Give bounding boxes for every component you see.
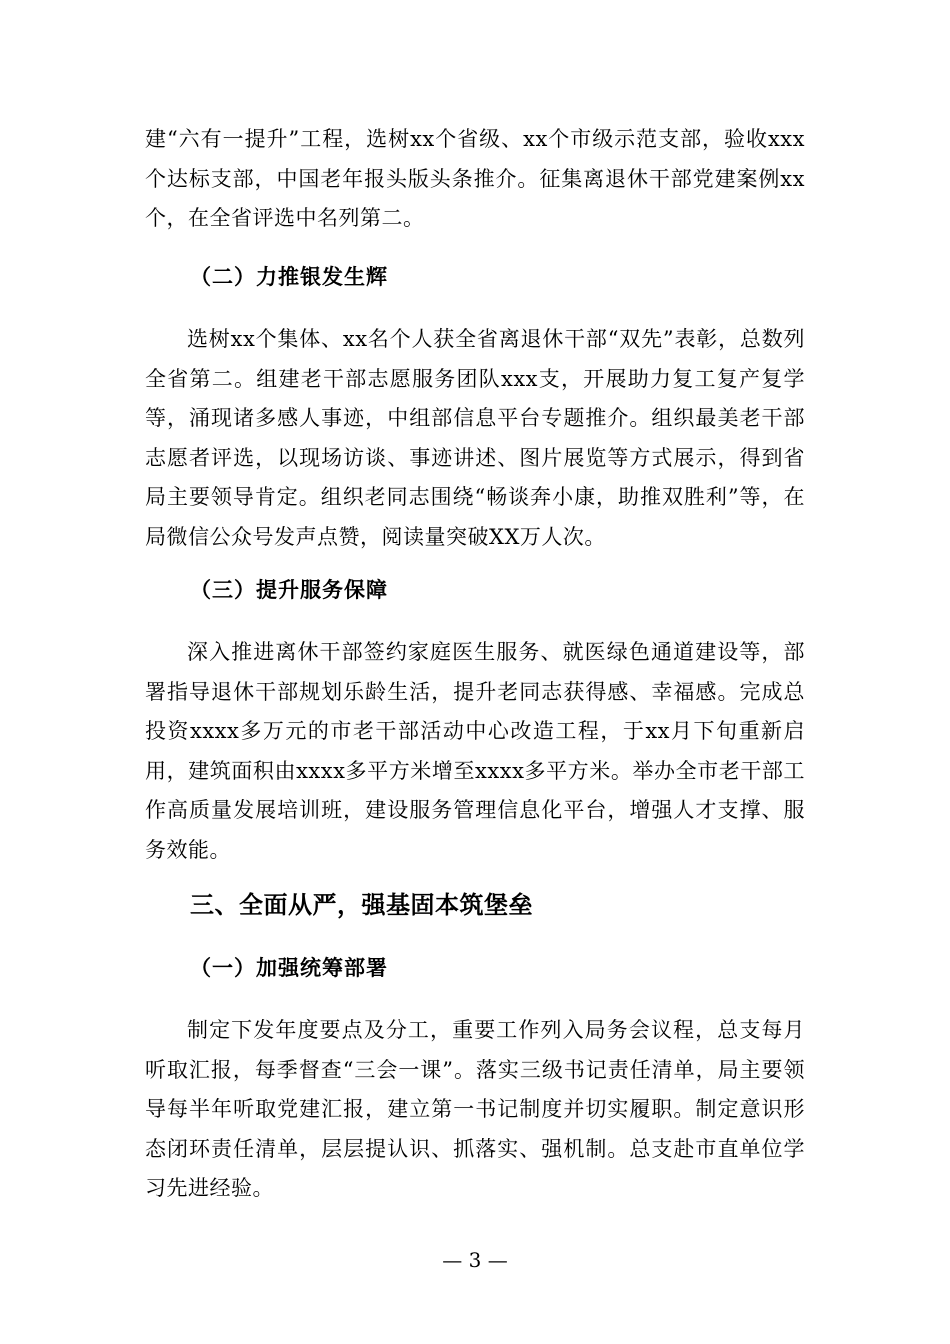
intro-paragraph: 建“六有一提升”工程，选树xx个省级、xx个市级示范支部，验收xxx个达标支部，中国老年报头版头条推介。征集离退休干部党建案例xx个，在全省评选中名列第二。 (145, 127, 805, 230)
section-3-subsection-1-heading: （一）加强统筹部署 (190, 956, 388, 980)
subsection-3-heading: （三）提升服务保障 (190, 578, 388, 602)
subsection-2-paragraph: 选树xx个集体、xx名个人获全省离退休干部“双先”表彰，总数列全省第二。组建老干部志愿服务团队xxx支，开展助力复工复产复学等，涌现诸多感人事迹，中组部信息平台专题推介。组织最美老干部志愿者评选，以现场访谈、事迹讲述、图片展览等方式展示，得到省局主要领导肯定。组织老同志围绕“畅谈奔小康，助推双胜利”等，在局微信公众号发声点赞，阅读量突破XX万人次。 (145, 327, 805, 549)
subsection-2-heading: （二）力推银发生辉 (190, 265, 388, 289)
section-3-subsection-1-paragraph: 制定下发年度要点及分工，重要工作列入局务会议程，总支每月听取汇报，每季督查“三会一课”。落实三级书记责任清单，局主要领导每半年听取党建汇报，建立第一书记制度并切实履职。制定意识形态闭环责任清单，层层提认识、抓落实、强机制。总支赴市直单位学习先进经验。 (145, 1018, 805, 1200)
section-3-heading: 三、全面从严，强基固本筑堡垒 (190, 891, 533, 919)
subsection-3-paragraph: 深入推进离休干部签约家庭医生服务、就医绿色通道建设等，部署指导退休干部规划乐龄生活，提升老同志获得感、幸福感。完成总投资xxxx多万元的市老干部活动中心改造工程，于xx月下旬重新启用，建筑面积由xxxx多平方米增至xxxx多平方米。举办全市老干部工作高质量发展培训班，建设服务管理信息化平台，增强人才支撑、服务效能。 (145, 640, 805, 862)
page-number: — 3 — (442, 1248, 508, 1272)
